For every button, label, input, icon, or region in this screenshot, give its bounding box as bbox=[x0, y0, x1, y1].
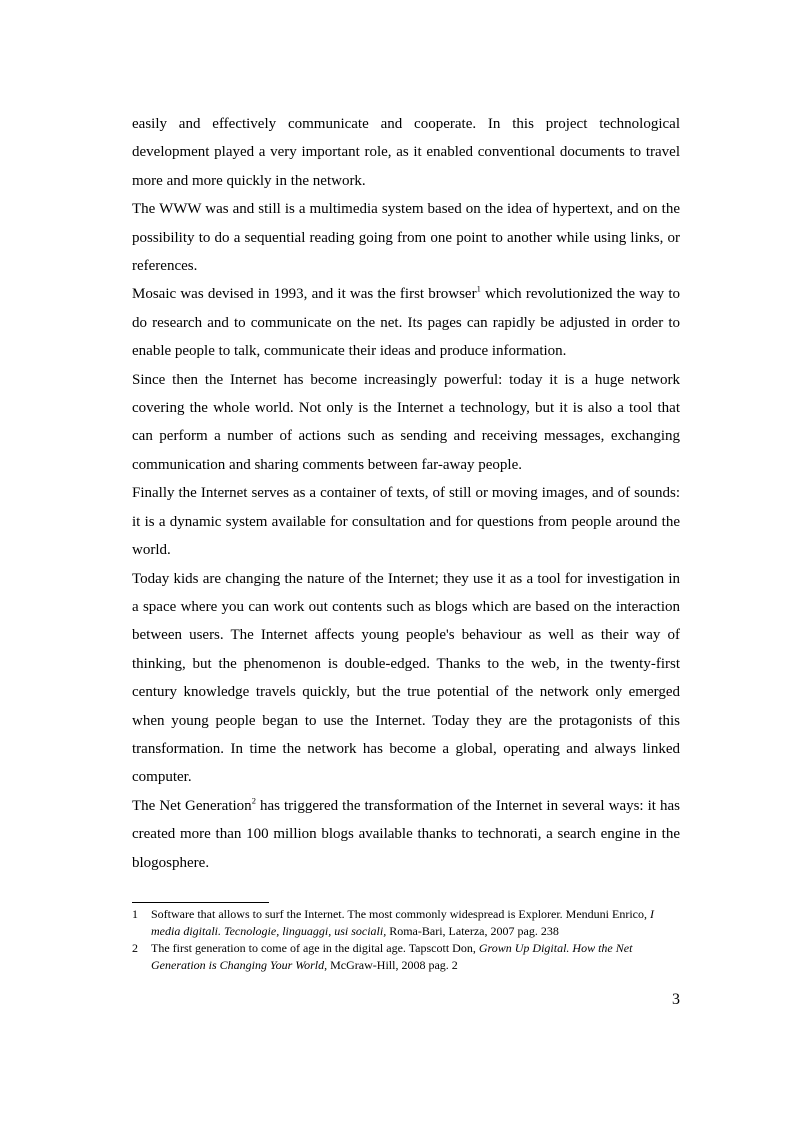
footnotes bbox=[132, 906, 680, 974]
footnote-ref-2[interactable]: 2 bbox=[251, 795, 256, 806]
footnote-1 bbox=[132, 906, 680, 939]
paragraph-3-text-start: Mosaic was devised in 1993, and it was the first browser bbox=[132, 286, 477, 303]
footnote-ref-1[interactable]: 1 bbox=[476, 284, 481, 295]
paragraph-7-text-start: The Net Generation bbox=[132, 797, 252, 814]
footnote-2-number: 2 bbox=[132, 941, 138, 955]
footnote-1-number: 1 bbox=[132, 907, 138, 921]
footnote-1-text bbox=[151, 906, 680, 939]
paragraph-2: The WWW was and still is a multimedia system based on the idea of hypertext, and on the possibility to do a sequential reading going from one point to another while using links, or references. bbox=[132, 201, 680, 275]
footnote-1-book-title: I media digitali. Tecnologie, linguaggi, usi sociali, bbox=[151, 907, 655, 938]
paragraph-3 bbox=[132, 280, 680, 365]
footnote-separator bbox=[132, 902, 269, 903]
footnote-1-text-end: Roma-Bari, Laterza, 2007 pag. 238 bbox=[386, 923, 559, 938]
paragraph-1: easily and effectively communicate and cooperate. In this project technological development played a very important role, as it enabled conventional documents to travel more and more quickly in the network. bbox=[132, 116, 680, 189]
paragraph-7 bbox=[132, 792, 680, 877]
footnote-2-text bbox=[151, 940, 680, 973]
paragraph-5: Finally the Internet serves as a container of texts, of still or moving images, and of sounds: it is a dynamic system available for consultation and for questions from people around the world. bbox=[132, 485, 680, 559]
paragraph-6: Today kids are changing the nature of the Internet; they use it as a tool for investigation in a space where you can work out contents such as blogs which are based on the interaction between users. The Internet affects young people's behaviour as well as their way of thinking, but the phenomenon is double-edged. Thanks to the web, in the twenty-first century knowledge travels quickly, but the true potential of the network only emerged when young people began to use the Internet. Today they are the protagonists of this transformation. In time the network has become a global, operating and always linked computer. bbox=[132, 570, 680, 786]
footnote-1-text-start: Software that allows to surf the Internet. The most commonly widespread is Explorer. Menduni Enrico, bbox=[151, 907, 651, 921]
page-number: 3 bbox=[672, 991, 680, 1008]
paragraph-7-text-end: has triggered the transformation of the Internet in several ways: it has created more than 100 million blogs available thanks to technorati, a search engine in the blogosphere. bbox=[132, 797, 680, 871]
footnote-2-book-title: Grown Up Digital. How the Net Generation is Changing Your World bbox=[151, 941, 633, 972]
paragraph-4: Since then the Internet has become increasingly powerful: today it is a huge network covering the whole world. Not only is the Internet a technology, but it is also a tool that can perform a number of actions such as sending and receiving messages, exchanging communication and sharing comments between far-away people. bbox=[132, 371, 680, 473]
footnote-2-text-start: The first generation to come of age in the digital age. Tapscott Don, bbox=[151, 941, 479, 955]
footnote-2-text-end: , McGraw-Hill, 2008 pag. 2 bbox=[324, 957, 458, 972]
footnote-2 bbox=[132, 940, 680, 973]
paragraph-3-text-end: which revolutionized the way to do research and to communicate on the net. Its pages can rapidly be adjusted in order to enable people to talk, communicate their ideas and produce information. bbox=[132, 286, 680, 360]
body-text bbox=[132, 110, 680, 877]
